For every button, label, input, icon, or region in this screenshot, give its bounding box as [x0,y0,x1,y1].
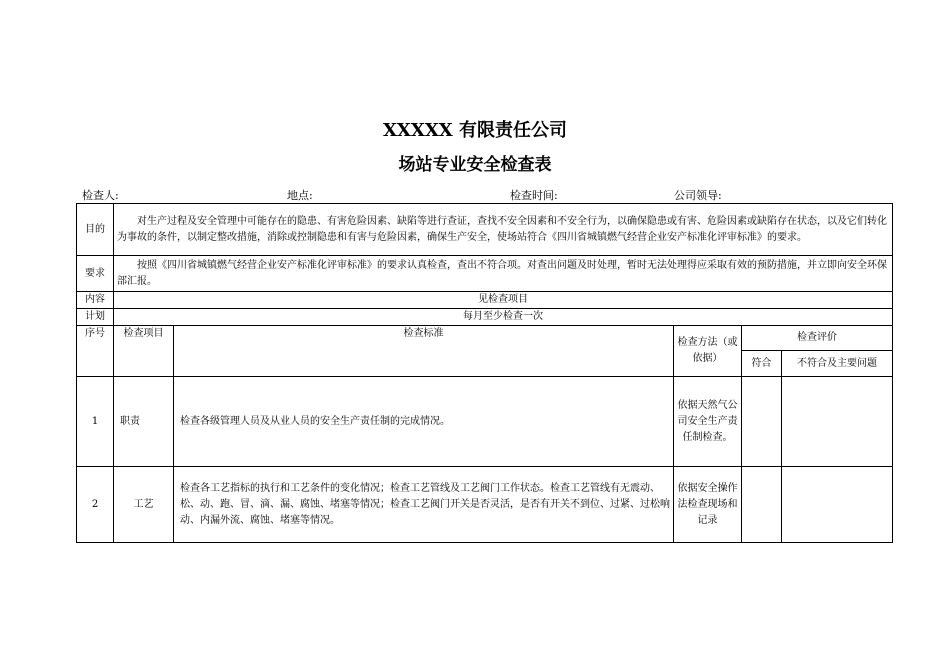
header-evaluation: 检查评价 [742,326,893,351]
purpose-row [77,204,893,256]
inspection-table [76,203,893,543]
requirement-label: 要求 [77,256,114,292]
plan-row [77,309,893,326]
plan-text: 每月至少检查一次 [114,309,893,326]
requirement-row [77,256,893,292]
content-row [77,292,893,309]
header-standard: 检查标准 [174,326,674,377]
header-method: 检查方法（或依据） [674,326,742,377]
row-standard: 检查各级管理人员及从业人员的安全生产责任制的完成情况。 [174,377,674,467]
row-conform [742,377,782,467]
document-subtitle: 场站专业安全检查表 [398,155,552,175]
row-method: 依据天然气公司安全生产责任制检查。 [674,377,742,467]
purpose-label: 目的 [77,204,114,256]
content-text: 见检查项目 [114,292,893,309]
row-standard: 检查各工艺指标的执行和工艺条件的变化情况；检查工艺管线及工艺阀门工作状态。检查工艺管线有无震动、松、动、跑、冒、滴、漏、腐蚀、堵塞等情况；检查工艺阀门开关是否灵活，是否有开关不到位、过紧、过松响动、内漏外流、腐蚀、堵塞等情况。 [174,467,674,543]
row-nonconform [782,377,893,467]
inspection-time-label: 检查时间: [510,189,558,202]
inspector-label: 检查人: [82,189,119,202]
requirement-text: 按照《四川省城镇燃气经营企业安产标准化评审标准》的要求认真检查，查出不符合项。对查出问题及时处理，暂时无法处理得应采取有效的预防措施，并立即向安全环保部汇报。 [114,256,893,292]
row-method: 依据安全操作法检查现场和记录 [674,467,742,543]
table-row [77,467,893,543]
row-no: 2 [77,467,114,543]
header-row [77,326,893,351]
header-no: 序号 [77,326,114,377]
header-conform: 符合 [742,351,782,377]
plan-label: 计划 [77,309,114,326]
purpose-text: 对生产过程及安全管理中可能存在的隐患、有害危险因素、缺陷等进行查证，查找不安全因素和不安全行为，以确保隐患或有害、危险因素或缺陷存在状态，以及它们转化为事故的条件，以制定整改措施，消除或控制隐患和有害与危险因素，确保生产安全，使场站符合《四川省城镇燃气经营企业安产标准化评审标准》的要求。 [114,204,893,256]
company-title: XXXXX 有限责任公司 [382,120,568,141]
company-leader-label: 公司领导: [674,189,722,202]
row-no: 1 [77,377,114,467]
table-row [77,377,893,467]
row-item: 工艺 [114,467,174,543]
row-nonconform [782,467,893,543]
row-item: 职责 [114,377,174,467]
location-label: 地点: [287,189,313,202]
row-conform [742,467,782,543]
header-nonconform: 不符合及主要问题 [782,351,893,377]
content-label: 内容 [77,292,114,309]
header-item: 检查项目 [114,326,174,377]
